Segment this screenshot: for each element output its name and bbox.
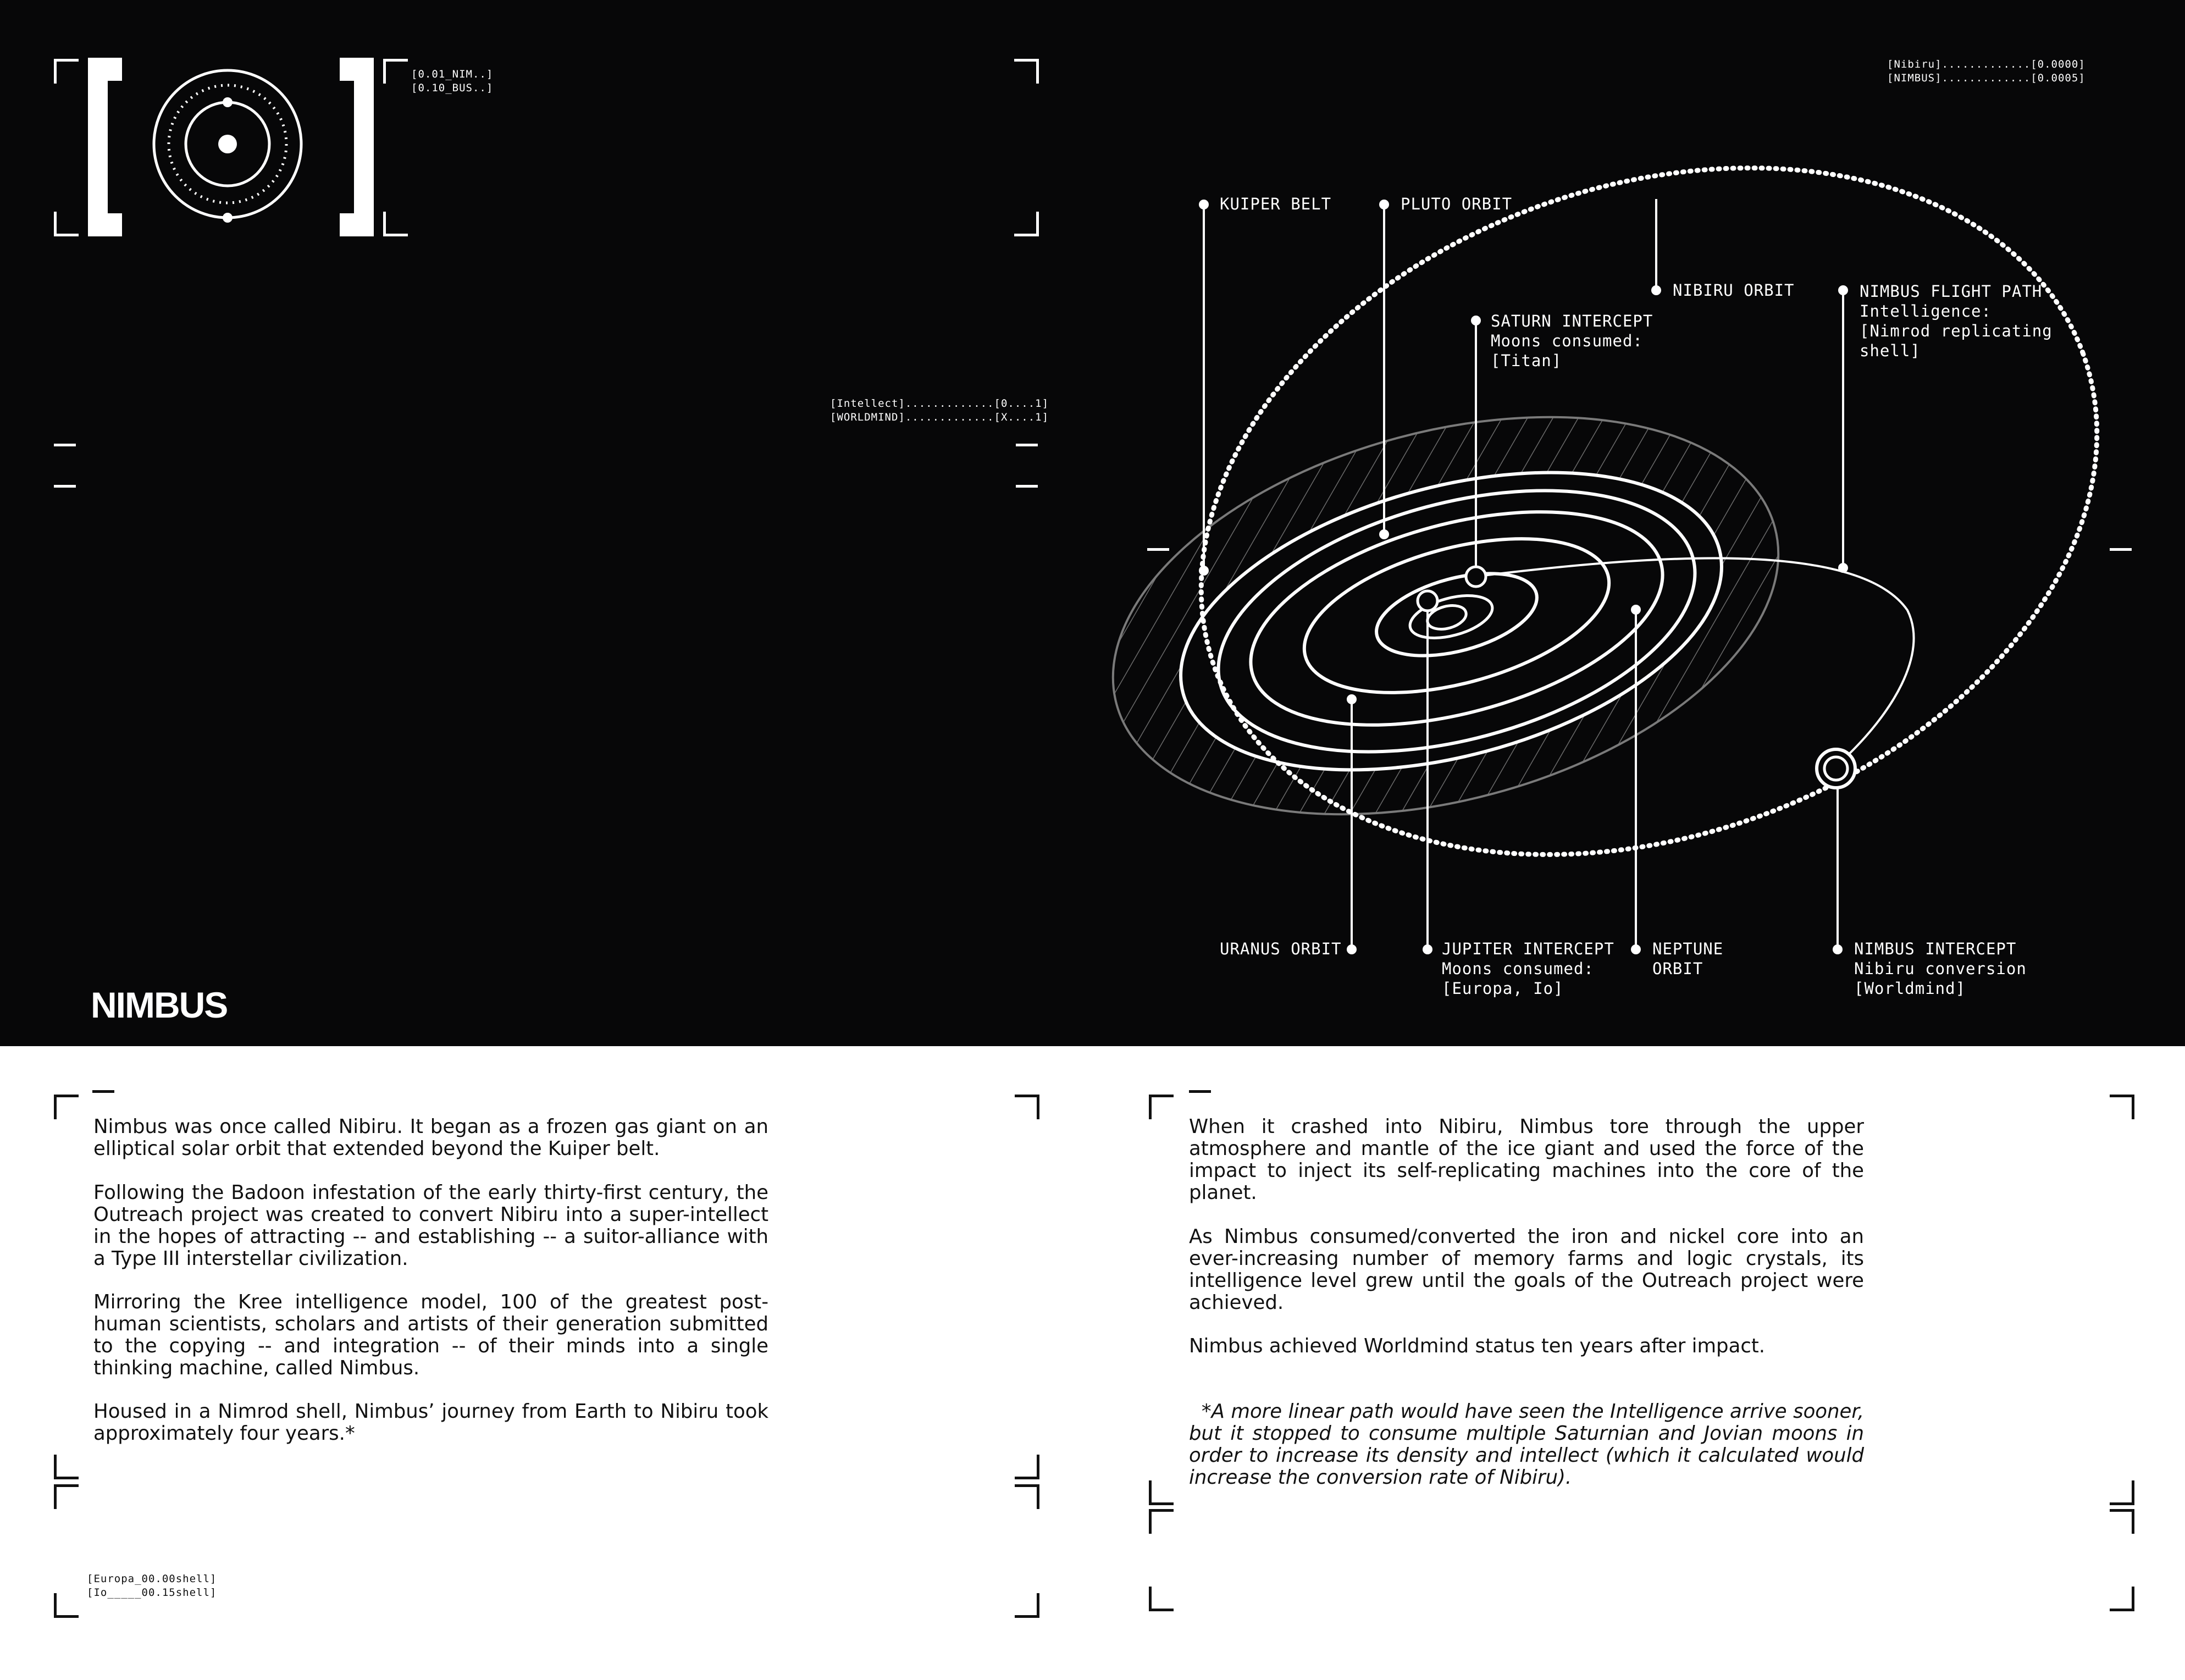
- code-top-right: [Nibiru].............[0.0000] [NIMBUS].............[0.0005]: [1887, 58, 2086, 84]
- label-saturn-intercept: SATURN INTERCEPT Moons consumed: [Titan]: [1491, 312, 1653, 370]
- code-bottom-left: [Europa_00.00shell] [Io_____00.15shell]: [87, 1573, 217, 1599]
- frame-corner: [1149, 1480, 1174, 1505]
- frame-corner: [54, 1095, 79, 1119]
- footnote: *A more linear path would have seen the Intelligence arrive sooner, but it stopped to consume multiple Saturnian and Jovian moons in order to increase its density and intellect (which it calculated would increase the conversion rate of Nibiru).: [1189, 1400, 1871, 1489]
- label-uranus-orbit: URANUS ORBIT: [1220, 940, 1342, 958]
- frame-corner: [2110, 1587, 2134, 1611]
- frame-corner: [2110, 1480, 2134, 1505]
- frame-corner: [1015, 1455, 1039, 1479]
- text-spread: [0, 1046, 2185, 1680]
- frame-corner: [2110, 1095, 2134, 1119]
- label-pluto-orbit: PLUTO ORBIT: [1401, 195, 1513, 213]
- paragraph: As Nimbus consumed/converted the iron and nickel core into an ever-increasing number of memory farms and logic crystals, its intelligence level grew until the goals of the Outreach project were achieved.: [1189, 1225, 1864, 1314]
- paragraph: When it crashed into Nibiru, Nimbus tore through the upper atmosphere and mantle of the ice giant and used the force of the impact to inject its self-replicating machines into the core of the planet.: [1189, 1115, 1864, 1204]
- frame-corner: [1149, 1095, 1174, 1119]
- kuiper-belt-ring: [1069, 350, 1822, 882]
- frame-corner: [1015, 1095, 1039, 1119]
- frame-corner: [54, 1455, 79, 1479]
- frame-dash: [1189, 1090, 1211, 1093]
- code-top-left: [0.01_NIM..] [0.10_BUS..]: [411, 68, 494, 94]
- paragraph: Following the Badoon infestation of the early thirty-first century, the Outreach project was created to convert Nibiru into a super-intellect in the hopes of attracting -- and establishing -- a suitor-alliance with a Type III interstellar civilization.: [93, 1181, 768, 1270]
- code-middle: [Intellect].............[0....1] [WORLDMIND].............[X....1]: [830, 397, 1049, 423]
- frame-corner: [1015, 1484, 1039, 1509]
- label-nimbus-intercept: NIMBUS INTERCEPT Nibiru conversion [Worldmind]: [1854, 940, 2027, 998]
- label-jupiter-intercept: JUPITER INTERCEPT Moons consumed: [Europa, Io]: [1442, 940, 1614, 998]
- paragraph: Nimbus was once called Nibiru. It began as a frozen gas giant on an elliptical solar orbit that extended beyond the Kuiper belt.: [93, 1115, 768, 1160]
- paragraph: Housed in a Nimrod shell, Nimbus’ journey from Earth to Nibiru took approximately four years.*: [93, 1400, 768, 1445]
- label-nibiru-orbit: NIBIRU ORBIT: [1673, 281, 1795, 300]
- frame-corner: [2110, 1509, 2134, 1534]
- frame-corner: [54, 1484, 79, 1509]
- label-nimbus-flight-path: NIMBUS FLIGHT PATH Intelligence: [Nimrod replicating shell]: [1860, 282, 2053, 360]
- frame-dash: [92, 1090, 114, 1093]
- frame-corner: [54, 1593, 79, 1618]
- frame-corner: [1149, 1587, 1174, 1611]
- frame-corner: [1149, 1509, 1174, 1534]
- label-kuiper-belt: KUIPER BELT: [1220, 195, 1332, 213]
- paragraph: Nimbus achieved Worldmind status ten years after impact.: [1189, 1335, 1766, 1357]
- paragraph: Mirroring the Kree intelligence model, 100 of the greatest post-human scientists, scholars and artists of their generation submitted to the copying -- and integration -- of their minds into a single thinking machine, called Nimbus.: [93, 1291, 768, 1379]
- frame-corner: [1015, 1593, 1039, 1618]
- label-neptune-orbit: NEPTUNE ORBIT: [1652, 940, 1724, 978]
- nimbus-logo: NIMBUS: [91, 985, 228, 1025]
